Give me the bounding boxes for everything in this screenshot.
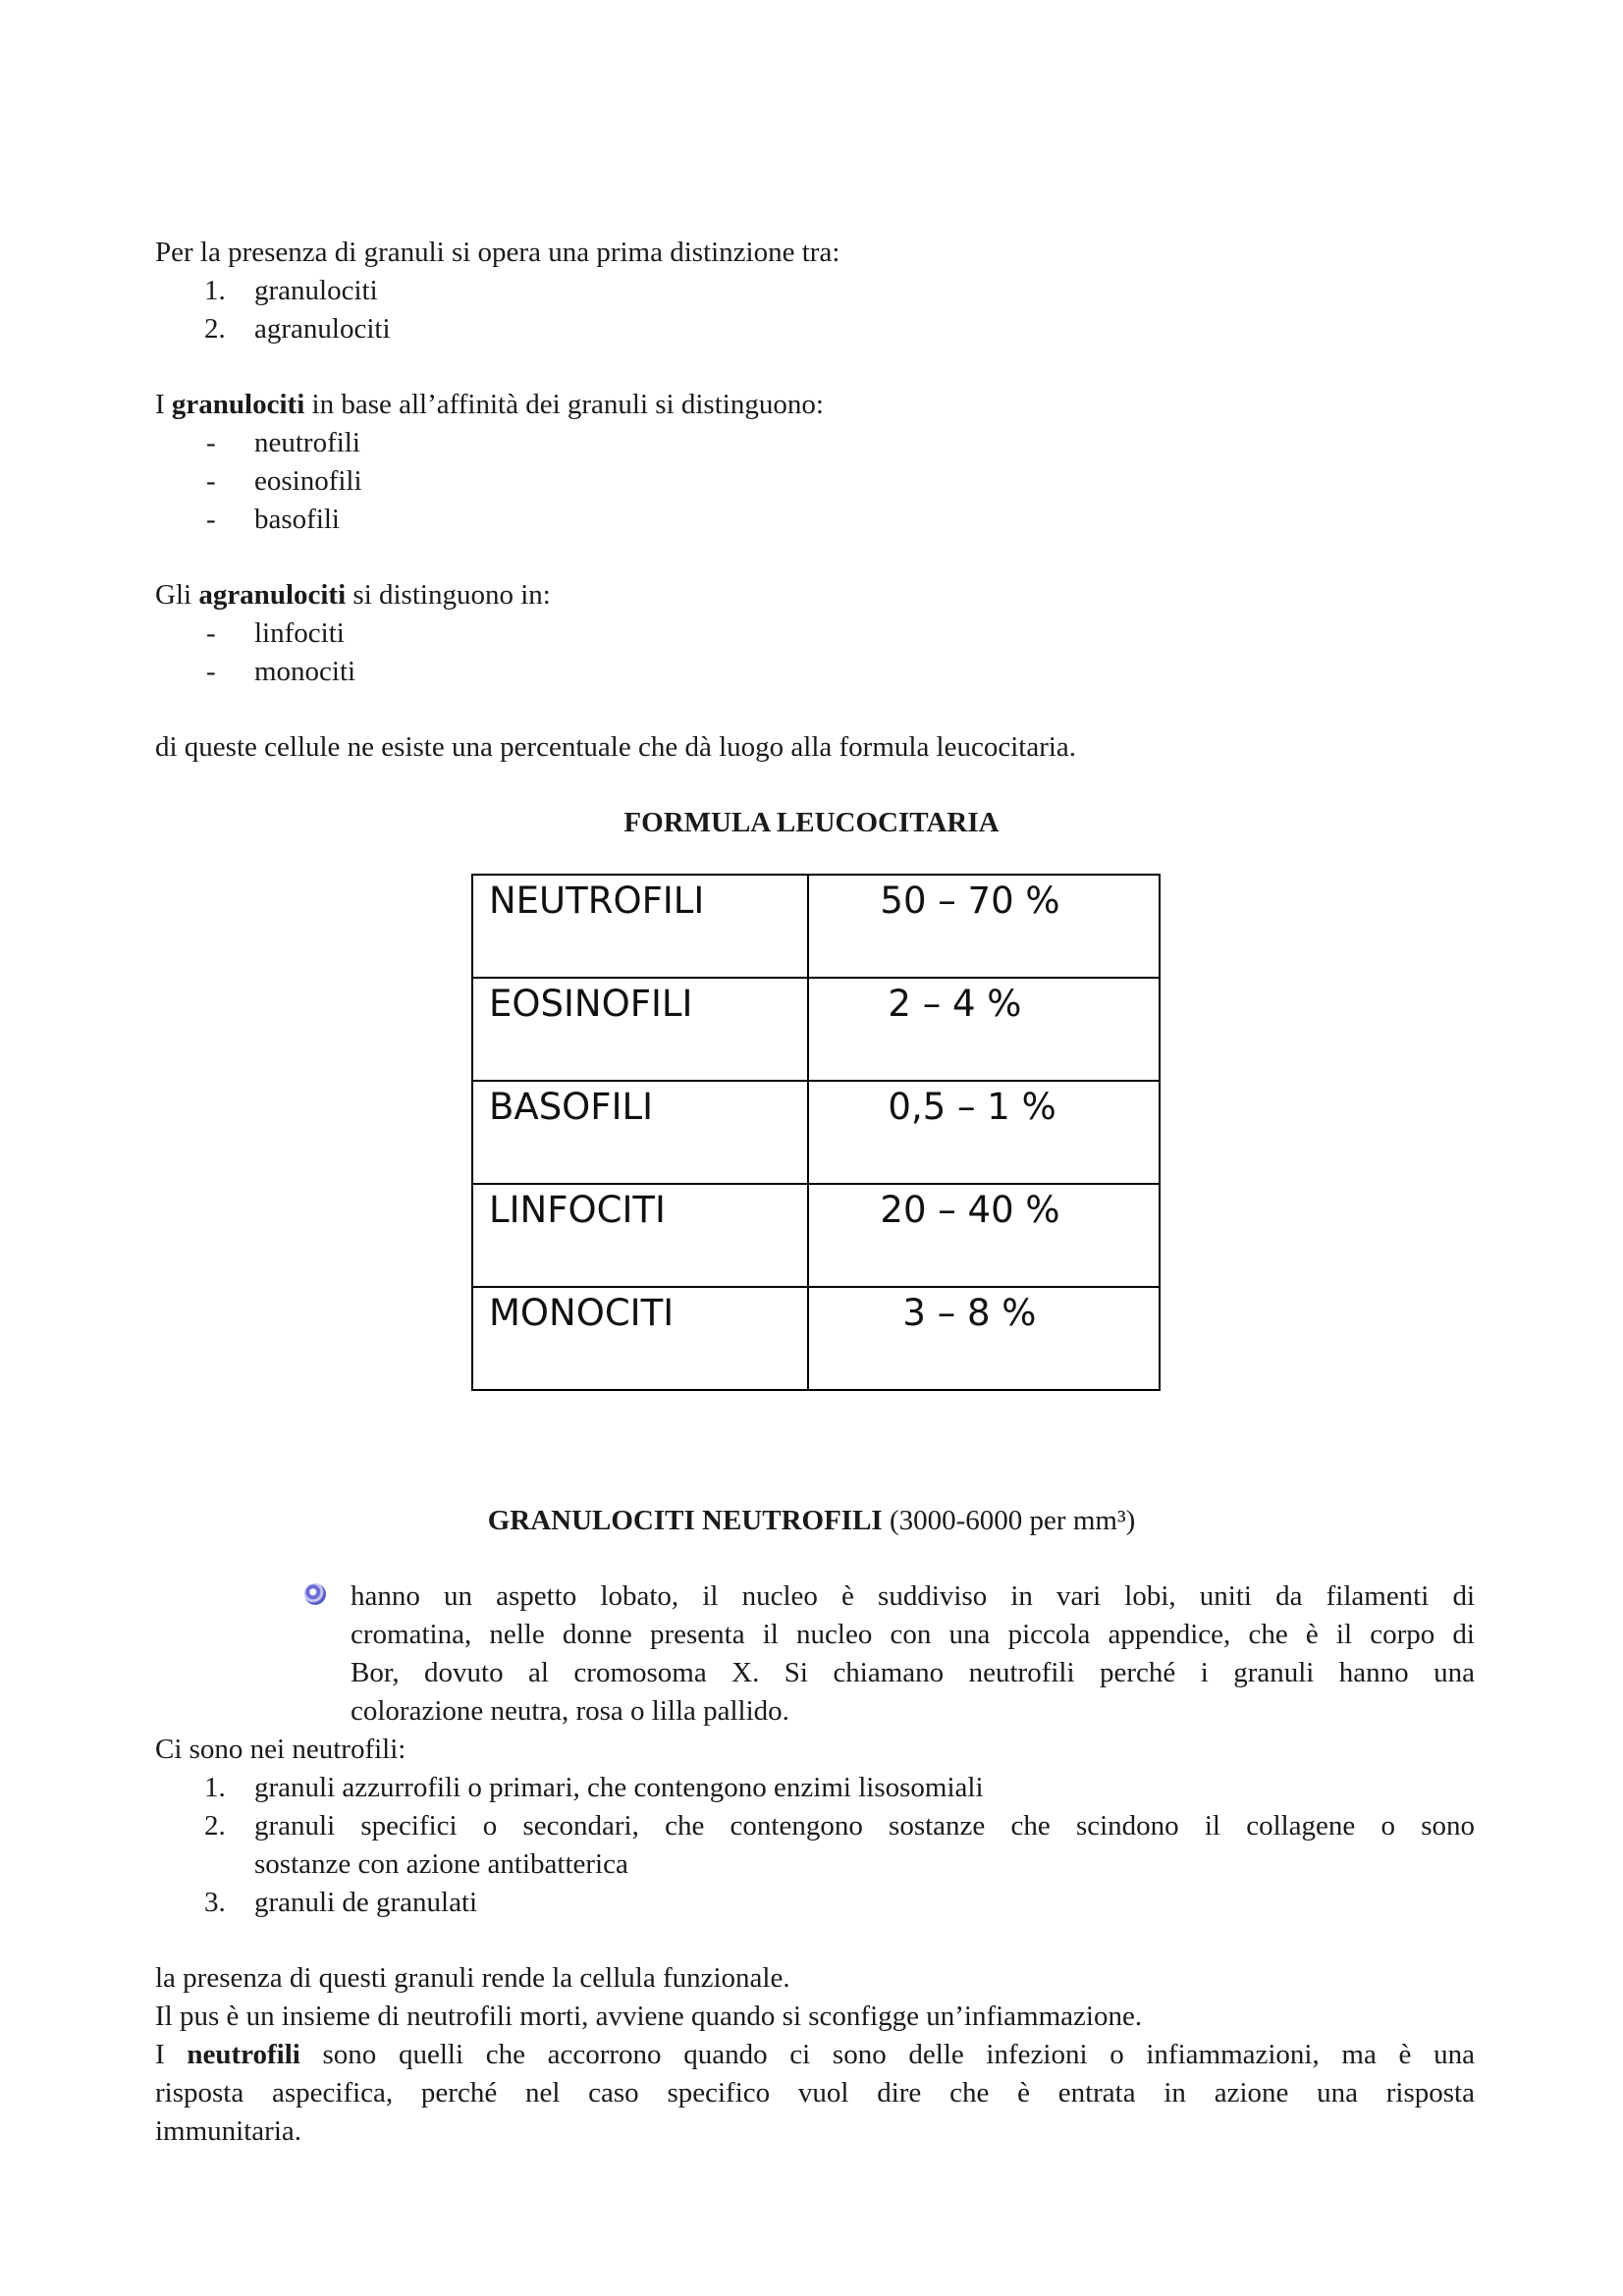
cell-range: 20 – 40 % [808, 1184, 1160, 1287]
list-item: granuli specifici o secondari, che contengono sostanze che scindono il collagene o sono [254, 1810, 1475, 1842]
list-item: granulociti [254, 275, 378, 306]
formula-table [471, 874, 1161, 1391]
cell-name: MONOCITI [472, 1287, 808, 1390]
list-item: granuli azzurrofili o primari, che contengono enzimi lisosomiali [254, 1772, 984, 1803]
bullet-line: hanno un aspetto lobato, il nucleo è suddiviso in vari lobi, uniti da filamenti di [351, 1580, 1475, 1612]
cell-range: 0,5 – 1 % [808, 1081, 1160, 1184]
cell-range: 50 – 70 % [808, 875, 1160, 978]
agranulociti-sentence [155, 576, 551, 614]
text-fragment: Gli [155, 579, 199, 611]
paragraph-line: immunitaria. [155, 2115, 301, 2147]
paragraph [155, 2036, 1475, 2074]
cell-name: BASOFILI [472, 1081, 808, 1184]
table-row [472, 1081, 1160, 1184]
cell-range: 3 – 8 % [808, 1287, 1160, 1390]
section-title-bold: GRANULOCITI NEUTROFILI [487, 1505, 883, 1536]
text-fragment: I [155, 389, 172, 420]
granulociti-sentence [155, 386, 824, 424]
table-row [472, 978, 1160, 1081]
bullet-line: Bor, dovuto al cromosoma X. Si chiamano neutrofili perché i granuli hanno una [351, 1657, 1475, 1688]
paragraph: la presenza di questi granuli rende la cellula funzionale. [155, 1962, 790, 1994]
list-dash: - [206, 427, 216, 458]
percent-sentence: di queste cellule ne esiste una percentuale che dà luogo alla formula leucocitaria. [155, 731, 1077, 763]
list-item: monociti [254, 656, 356, 687]
section-title-rest: (3000-6000 per mm³) [882, 1505, 1136, 1536]
cell-name: EOSINOFILI [472, 978, 808, 1081]
paragraph-line: risposta aspecifica, perché nel caso specifico vuol dire che è entrata in azione una risposta [155, 2077, 1475, 2109]
table-row [472, 1184, 1160, 1287]
bullet-line: cromatina, nelle donne presenta il nucleo con una piccola appendice, che è il corpo di [351, 1619, 1475, 1650]
list-item: basofili [254, 504, 340, 535]
text-fragment: I [155, 2039, 188, 2070]
list-dash: - [206, 656, 216, 687]
list-number: 3. [204, 1887, 226, 1918]
intro-sentence: Per la presenza di granuli si opera una prima distinzione tra: [155, 237, 840, 268]
list-dash: - [206, 617, 216, 649]
table-row [472, 1287, 1160, 1390]
neutrofili-title [0, 1502, 1623, 1540]
list-item: granuli de granulati [254, 1887, 478, 1918]
list-number: 2. [204, 1810, 226, 1842]
text-fragment: sono quelli che accorrono quando ci sono delle infezioni o infiammazioni, ma è una [299, 2039, 1475, 2070]
bold-term: neutrofili [187, 2039, 300, 2070]
cell-name: LINFOCITI [472, 1184, 808, 1287]
list-number: 1. [204, 275, 226, 306]
text-fragment: in base all’affinità dei granuli si distinguono: [304, 389, 824, 420]
bold-term: agranulociti [198, 579, 347, 611]
list-number: 2. [204, 313, 226, 345]
list-dash: - [206, 504, 216, 535]
neutrofili-intro: Ci sono nei neutrofili: [155, 1734, 406, 1765]
list-item: agranulociti [254, 313, 391, 345]
list-item: linfociti [254, 617, 345, 649]
bullet-icon [304, 1583, 326, 1605]
cell-name: NEUTROFILI [472, 875, 808, 978]
list-dash: - [206, 465, 216, 497]
cell-range: 2 – 4 % [808, 978, 1160, 1081]
formula-title: FORMULA LEUCOCITARIA [623, 807, 1000, 838]
text-fragment: si distinguono in: [346, 579, 551, 611]
list-number: 1. [204, 1772, 226, 1803]
bullet-line: colorazione neutra, rosa o lilla pallido. [351, 1695, 789, 1727]
table-row [472, 875, 1160, 978]
paragraph: Il pus è un insieme di neutrofili morti, avviene quando si sconfigge un’infiammazione. [155, 2001, 1143, 2032]
list-item-continuation: sostanze con azione antibatterica [254, 1848, 628, 1880]
bold-term: granulociti [171, 389, 305, 420]
list-item: eosinofili [254, 465, 362, 497]
list-item: neutrofili [254, 427, 360, 458]
